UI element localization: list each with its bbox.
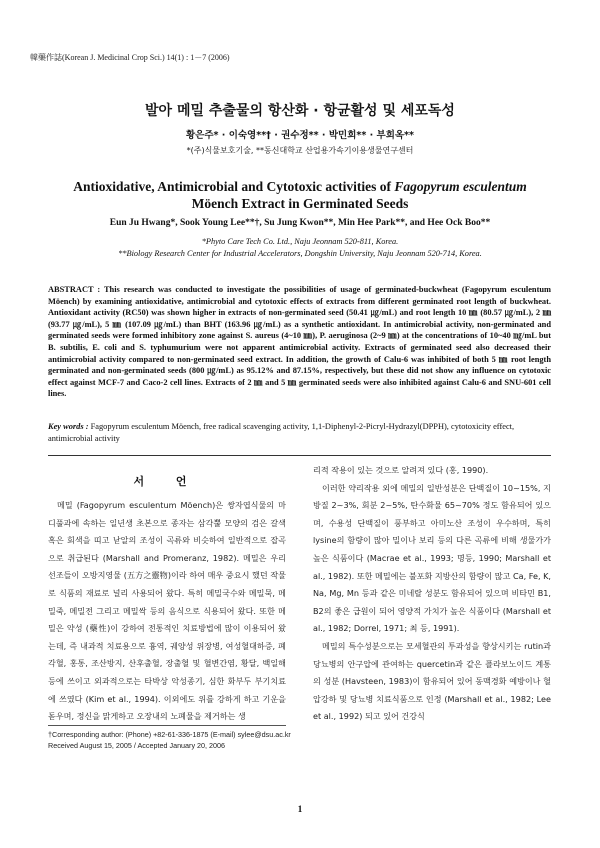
- footnote: [48, 729, 308, 751]
- korean-authors: 황은주* · 이숙영**† · 권수정** · 박민희** · 부희옥**: [185, 130, 414, 141]
- english-authors: Eun Ju Hwang*, Sook Young Lee**†, Su Jung Kwon**, Min Hee Park**, and Hee Ock Boo**: [109, 218, 491, 228]
- footnote-rule: [48, 725, 286, 726]
- abstract: [48, 284, 551, 400]
- intro-left-column: [48, 497, 286, 726]
- keywords: [48, 421, 551, 444]
- footnote-corresponding: †Corresponding author: (Phone) +82-61-336-1875 (E-mail) sylee@dsu.ac.kr: [48, 730, 291, 739]
- korean-affiliation: *(주)식물보호기술, **동신대학교 산업용가속기이용생물연구센터: [186, 146, 414, 155]
- journal-citation: 韓藥作誌(Korean J. Medicinal Crop Sci.) 14(1) : 1－7 (2006): [30, 53, 230, 62]
- intro-paragraph-3: 메밀의 특수성분으로는 모세혈관의 투과성을 향상시키는 rutin과 당뇨병의 안구압에 관여하는 quercetin과 같은 플라보노이드 계통의 성분 (Havsteen, 1983)이 함유되어 있어 동맥경화 예방이나 혈압강하 및 당뇨병 치료식품으로 인정 (Marshall et al., 1982; Lee et al., 1992) 되고 있어 건강식: [313, 640, 551, 722]
- keywords-label: Key words :: [48, 422, 89, 431]
- intro-right-column: [313, 462, 551, 726]
- keywords-text: Fagopyrum esculentum Möench, free radical scavenging activity, 1,1-Diphenyl-2-Picryl-Hydrazyl(DPPH), cytotoxicity effect, antimicrobial activity: [48, 422, 515, 443]
- english-affiliation-1: *Phyto Care Tech Co. Ltd., Naju Jeonnam 520-811, Korea.: [201, 237, 399, 246]
- intro-paragraph-1: 메밀 (Fagopyrum esculentum Möench)은 쌍자엽식물의 마디풀과에 속하는 일년생 초본으로 종자는 삼각뿔 모양의 검은 갈색 혹은 회색을 띠고 낟알의 조성이 곡류와 비슷하여 일반적으로 잡곡으로 취급된다 (Marshall and Promeranz, 1982). 메밀은 우리 선조들이 오방지영물 (五方之靈物)이라 하여 매우 중요시 했던 작물로 식품의 재료로 널리 사용되어 왔다. 특히 메밀국수와 메밀묵, 메밀죽, 메밀전 그리고 메밀싹 등의 음식으로 식용되어 왔다. 또한 메밀은 약성 (藥性)이 강하여 전통적인 치료방법에 많이 이용되어 왔는데, 즉 내과적 치료용으로 흉역, 궤양성 위장병, 여성혈대하증, 폐각혈, 홍통, 조산방지, 산후출혈, 장출혈 및 혈변간염, 황달, 백일해 등에 쓰이고 외과적으로는 타박상 악성종기, 심한 화부두 부기치료에 쓰였다 (Kim et al., 1994). 이외에도 위를 강하게 하고 기운을 돋우며, 정신을 맑게하고 오장내의 노폐물을 제거하는 생: [48, 500, 286, 722]
- section-divider: [48, 455, 551, 456]
- abstract-text: This research was conducted to investigate the possibilities of usage of germinated-buckwheat (Fagopyrum esculentum Möench) by examining antioxidative, antimicrobial and cytotoxic effects of extracts from different germinated root length of buckwheat. Antioxidant activity (RC50) was shown higher in extracts of non-germinated seed (50.41 ㎍/mL) and root length 10 ㎜ (80.57 ㎍/mL), 2 ㎜ (93.77 ㎍/mL), 5 ㎜ (107.09 ㎍/mL) than BHT (163.96 ㎍/mL) as a synthetic antioxidant. In antimicrobial activity, non-germinated and germinated seeds were formed inhibitory zone against S. aureus (4~10 ㎜), P. aeruginosa (2~9 ㎜) at the concentrations of 10~40 ㎎/mL but B. subtilis, E. coli and S. typhumurium were not apparent antimicrobial activity. Extracts of germinated seed also decreased their antimicrobial activity compared to non-germinated seed extract. In addition, the growth of Calu-6 was inhibited of both 5 ㎜ root length germinated and non-germinated seeds (800 ㎍/mL) as 95.12% and 87.15%, respectively, but these did not show any influence on cytotoxic effect against MCF-7 and Caco-2 cell lines. Extracts of 2 ㎜ and 5 ㎜ germinated seeds were also inhibited against Calu-6 and SNU-601 cell lines.: [48, 285, 551, 399]
- english-affiliation: [0, 236, 600, 259]
- abstract-label: ABSTRACT :: [48, 285, 101, 294]
- english-title: [40, 178, 560, 212]
- intro-heading: 서 언: [133, 475, 201, 488]
- intro-paragraph-1-cont: 리적 작용이 있는 것으로 알려져 있다 (홍, 1990).: [313, 465, 489, 475]
- english-title-part1: Antioxidative, Antimicrobial and Cytotoxic activities of: [73, 179, 395, 194]
- intro-paragraph-2: 이러한 약리작용 외에 메밀의 일반성분은 단백질이 10~15%, 지방질 2~3%, 회분 2~5%, 탄수화물 65~70% 정도 함유되어 있으며, 수용성 단백질이 풍부하고 아미노산 조성이 우수하며, 특히 lysine의 함량이 많아 밀이나 보리 등의 다른 곡류에 비해 생물가가 높은 식품이다 (Macrae et al., 1993; 명등, 1990; Marshall et al., 1982). 또한 메밀에는 불포화 지방산의 함량이 많고 Ca, Fe, K, Na, Mg, Mn 등과 같은 미네랄 성분도 함유되어 있으며 비타민 B1, B2의 좋은 급원이 되어 영양적 가치가 높은 식품이다 (Marshall et al., 1982; Dorrel, 1971; 최 등, 1991).: [313, 482, 551, 634]
- page-number: 1: [297, 805, 303, 815]
- english-title-species: Fagopyrum esculentum: [394, 179, 527, 194]
- footnote-received: Received August 15, 2005 / Accepted January 20, 2006: [48, 741, 226, 750]
- korean-title: 발아 메밀 추출물의 항산화 · 항균활성 및 세포독성: [145, 103, 455, 119]
- english-title-part2: Möench Extract in Germinated Seeds: [191, 196, 409, 211]
- english-affiliation-2: **Biology Research Center for Industrial Accelerators, Dongshin University, Naju Jeonnam 520-714, Korea.: [118, 248, 482, 258]
